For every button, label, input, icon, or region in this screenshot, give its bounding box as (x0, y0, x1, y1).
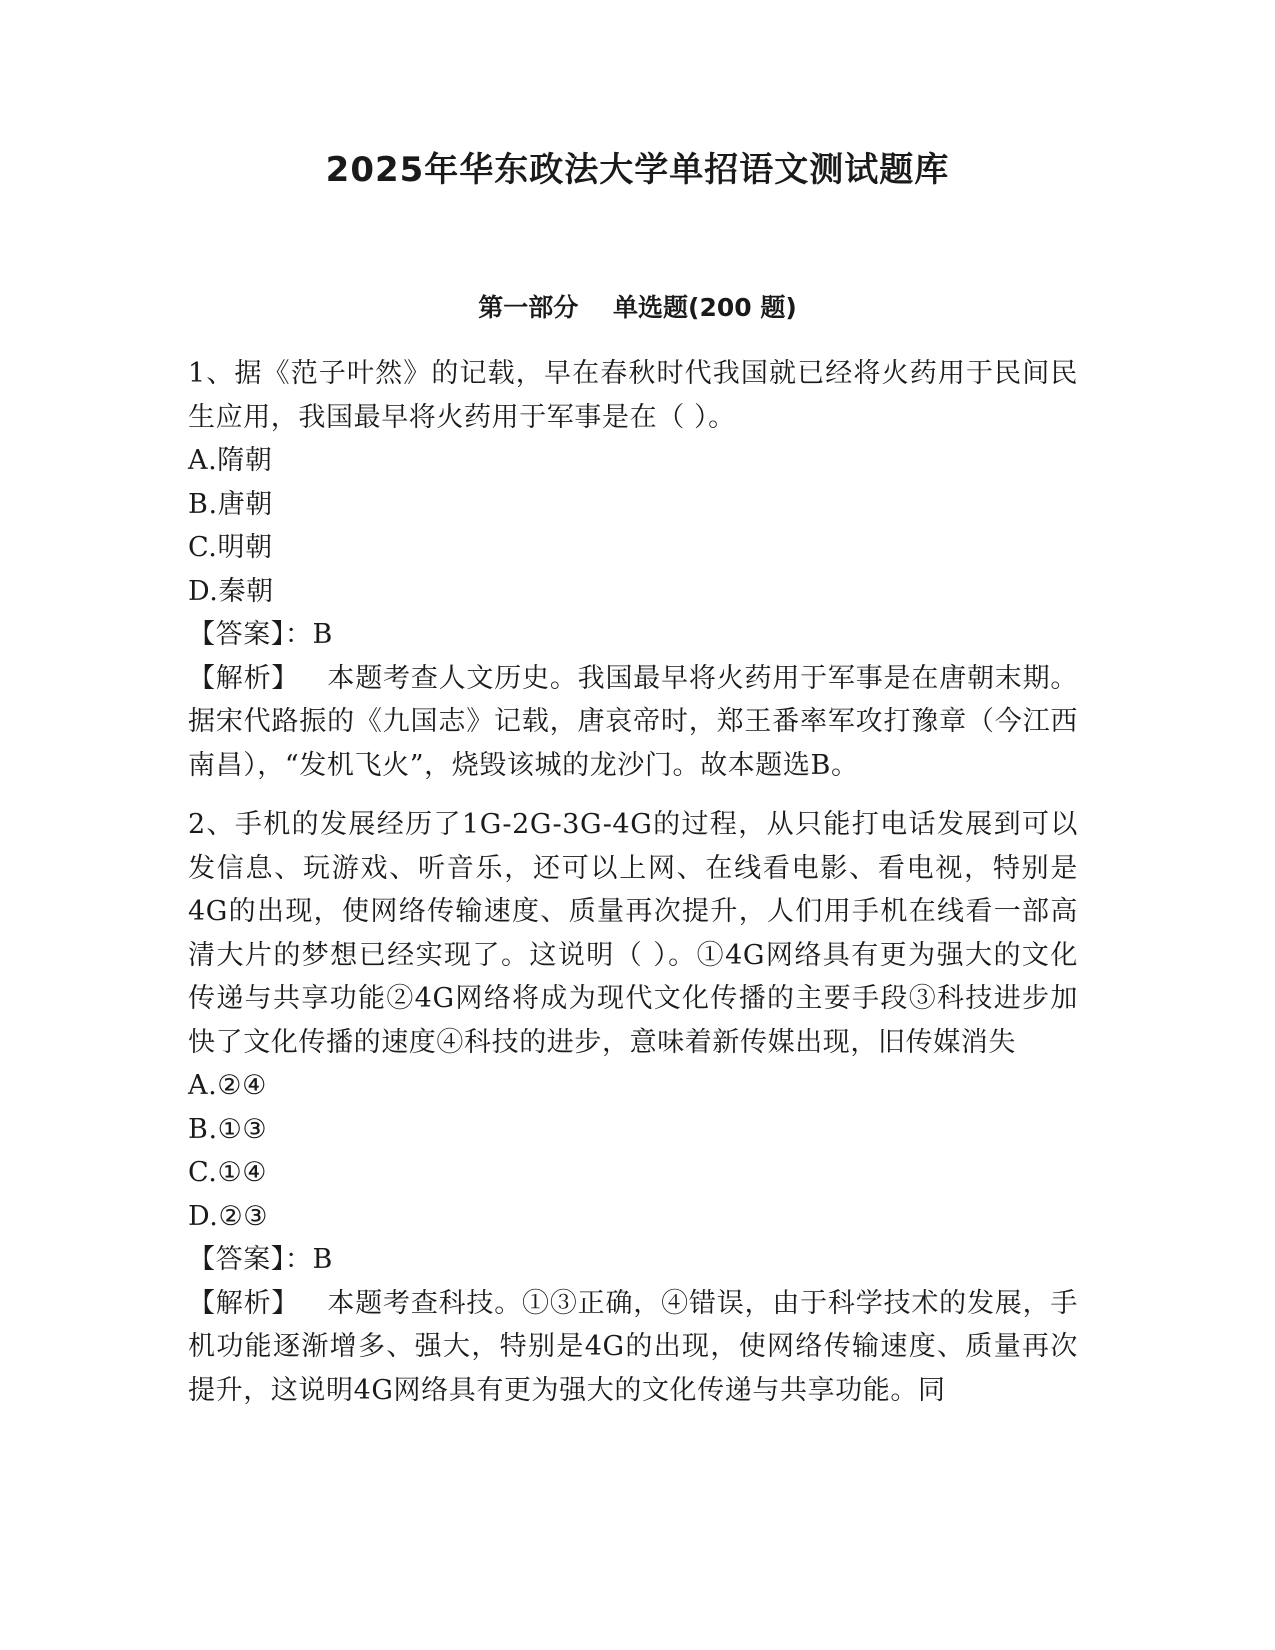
option-d: D.秦朝 (188, 575, 274, 607)
option-a: A.隋朝 (188, 445, 273, 476)
option-d: D.②③ (188, 1200, 269, 1232)
question-item (188, 352, 1078, 787)
option-b: B.①③ (188, 1113, 268, 1145)
answer-line: 【答案】：B (188, 619, 333, 650)
option-c: C.明朝 (188, 532, 273, 563)
analysis-text: 【解析】 本题考查人文历史。我国最早将火药用于军事是在唐朝末期。据宋代路振的《九国志》记载，唐哀帝时，郑王番率军攻打豫章（今江西南昌），“发机飞火”，烧毁该城的龙沙门。故本题选B。 (188, 662, 1078, 781)
option-c: C.①④ (188, 1157, 268, 1188)
question-stem: 1、据《范子叶然》的记载，早在春秋时代我国就已经将火药用于民间民生应用，我国最早将火药用于军事是在（ ）。 (188, 358, 1078, 433)
option-b: B.唐朝 (188, 488, 273, 520)
section-heading: 第一部分 单选题(200 题) (478, 293, 797, 322)
document-title: 2025年华东政法大学单招语文测试题库 (325, 150, 950, 190)
question-list (188, 352, 1078, 1412)
question-item (188, 803, 1078, 1412)
answer-line: 【答案】：B (188, 1244, 333, 1275)
analysis-text: 【解析】 本题考查科技。①③正确，④错误，由于科学技术的发展，手机功能逐渐增多、强大，特别是4G的出现，使网络传输速度、质量再次提升，这说明4G网络具有更为强大的文化传递与共享功能。同 (188, 1287, 1078, 1406)
question-stem: 2、手机的发展经历了1G-2G-3G-4G的过程，从只能打电话发展到可以发信息、玩游戏、听音乐，还可以上网、在线看电影、看电视，特别是4G的出现，使网络传输速度、质量再次提升，人们用手机在线看一部高清大片的梦想已经实现了。这说明（ ）。①4G网络具有更为强大的文化传递与共享功能②4G网络将成为现代文化传播的主要手段③科技进步加快了文化传播的速度④科技的进步，意味着新传媒出现，旧传媒消失 (188, 809, 1078, 1058)
option-a: A.②④ (188, 1070, 267, 1101)
